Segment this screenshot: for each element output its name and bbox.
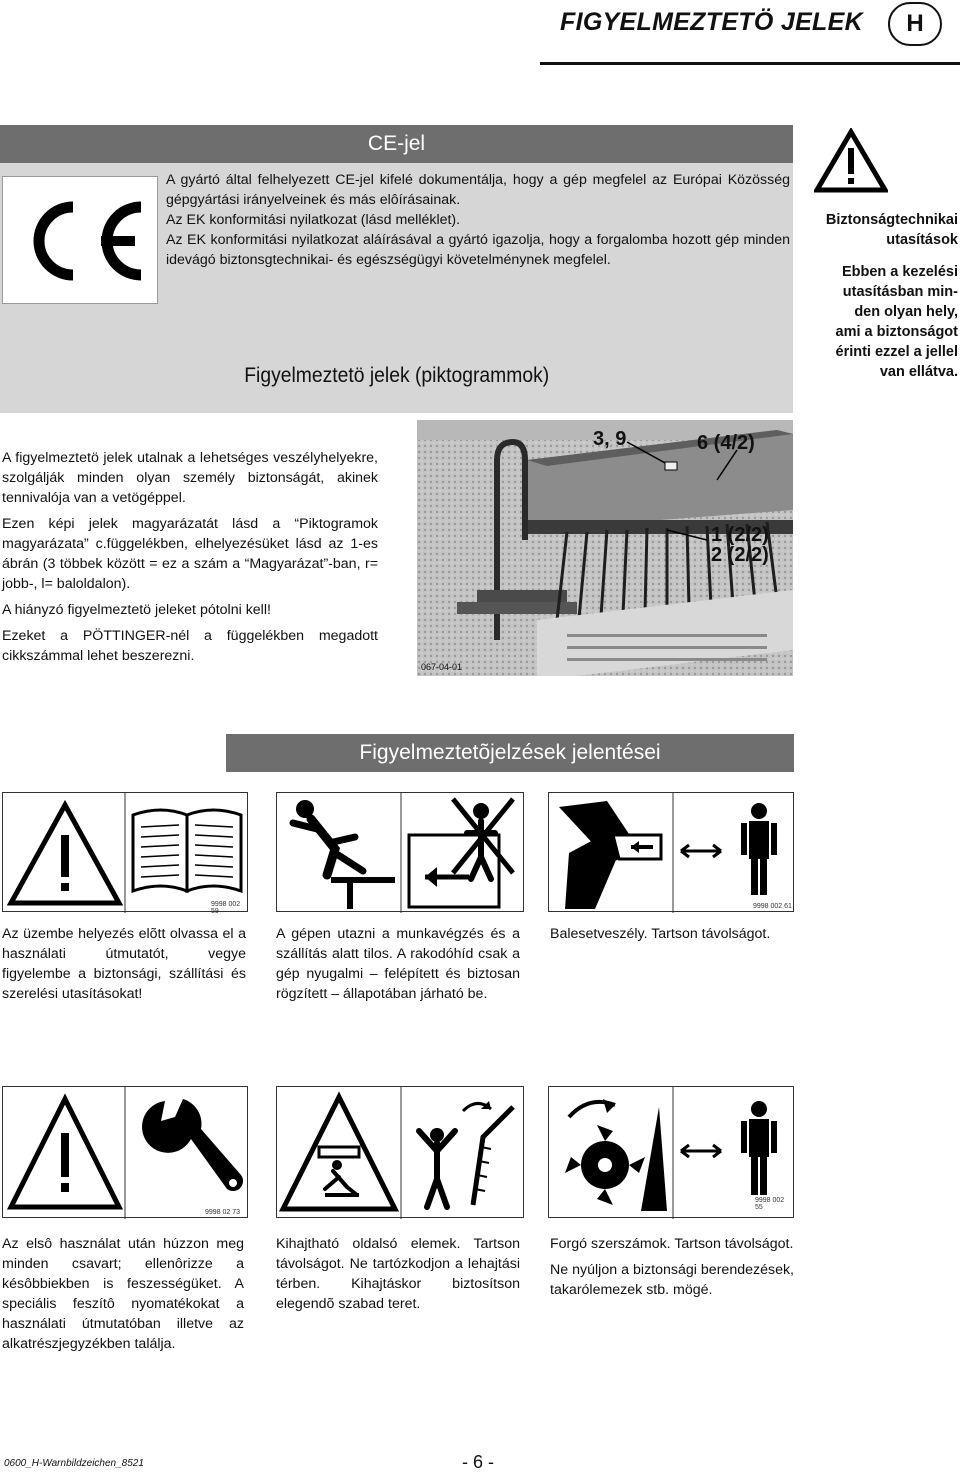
ce-logo [2, 176, 158, 304]
pictogram-6-description [550, 1234, 794, 1300]
photo-label-1-2-2: 1 (2/2) [711, 524, 769, 546]
pictogram-code: 9998 02 73 [205, 1209, 241, 1216]
sidebar-line: utasításban min- [842, 284, 958, 300]
photo-label-6-4-2: 6 (4/2) [697, 432, 755, 454]
pictogram-3-description: Balesetveszély. Tartson távolságot. [550, 926, 771, 942]
pictogram-4-description: Az elsô használat után húzzon meg minden csavart; ellenôrizze a késôbbiekben is feszességüket. A speciális feszítô nyomatékokat a használati útmutatóban illetve az alkatrészjegyzékben találja. [2, 1236, 244, 1352]
pictogram-accident-hazard [548, 792, 794, 912]
pictogram-1-description: Az üzembe helyezés elõtt olvassa el a használati útmutatót, vegye figyelembe a biztonsági, szállítási és szerelési utasításokat! [2, 926, 246, 1002]
pictogram-rotating-tools [548, 1086, 794, 1218]
ce-paragraph-2: Az EK konformitási nyilatkozat (lásd melléklet). [166, 212, 461, 228]
intro-paragraph-4: Ezeket a PÖTTINGER-nél a függelékben megadott cikkszámmal lehet beszerezni. [2, 628, 378, 664]
sidebar-line: van ellátva. [879, 364, 958, 380]
pictogram-no-riding [276, 792, 524, 912]
pictogram-folding-elements [276, 1086, 524, 1218]
open-book-icon [127, 801, 247, 897]
ce-heading-text: CE-jel [367, 132, 426, 155]
ce-text [166, 170, 790, 270]
wrench-icon [131, 1095, 247, 1207]
ce-paragraph-3: Az EK konformitási nyilatkozat aláírásával a gyártó igazolja, hogy a forgalomba hozott gép minden idevágó biztonsgtechnikai- és egészségügyi követelménynek megfelel. [166, 232, 790, 268]
intro-paragraph-3: A hiányzó figyelmeztetö jeleket pótolni kell! [2, 602, 271, 618]
sidebar-line: den olyan hely, [854, 304, 958, 320]
pictogram-read-manual [2, 792, 248, 915]
pictogram-code: 9998 002 55 [755, 1197, 785, 1211]
intro-text [2, 448, 378, 672]
sidebar-body [808, 262, 958, 382]
keep-distance-icon [675, 1097, 793, 1201]
pictogram-code: 9998 002 61 [753, 903, 792, 910]
photo-label-3-9: 3, 9 [593, 428, 627, 450]
language-badge: H [888, 2, 942, 46]
sidebar-line: Ebben a kezelési [841, 264, 958, 280]
pictogram-6-description-a: Forgó szerszámok. Tartson távolságot. [550, 1236, 794, 1252]
pictogram-heading-text: Figyelmeztetö jelek (piktogrammok) [244, 364, 549, 387]
intro-paragraph-2: Ezen képi jelek magyarázatát lásd a “Piktogramok magyarázata” c.függelékben, elhelyezésüket lásd az 1-es ábrán (3 többek között = ez a szám a “Magyarázat”-ban, r= jobb-, l= baloldalon). [2, 516, 378, 592]
machine-photo [417, 420, 793, 676]
pictogram-5-description: Kihajtható oldalsó elemek. Tartson távolságot. Ne tartózkodjon a lehajtási térben. Kihajtáskor biztosítson elegendõ szabad teret. [276, 1236, 520, 1312]
ce-logo-icon [3, 177, 159, 305]
no-riding-icon [277, 793, 525, 913]
ce-paragraph-1: A gyártó által felhelyezett CE-jel kifelé dokumentálja, hogy a gép megfelel az Európai Közösség gépgyártási irányelveinek és más elôírásainak. [166, 172, 790, 208]
ce-heading [0, 125, 793, 163]
photo-label-2-2-2: 2 (2/2) [711, 544, 769, 566]
header-rule [540, 62, 960, 65]
intro-paragraph-1: A figyelmeztetö jelek utalnak a lehetséges veszélyhelyekre, szolgálják minden olyan személy biztonságát, akinek tennivalója van a vetögéppel. [2, 450, 378, 506]
pictogram-tighten-bolts [2, 1086, 248, 1218]
pictogram-2-description: A gépen utazni a munkavégzés és a szállítás alatt tilos. A rakodóhíd csak a gép nyugalmi – felépített és biztosan rögzített – állapotában járható be. [276, 926, 520, 1002]
footer-page-number: - 6 - [462, 1452, 495, 1472]
sidebar-line: ami a biztonságot [835, 324, 958, 340]
meaning-heading-text: Figyelmeztetõjelzések jelentései [359, 741, 661, 764]
pictogram-heading [0, 356, 793, 396]
folding-hazard-icon [277, 1087, 525, 1219]
page-header-title: FIGYELMEZTETÖ JELEK [560, 8, 863, 36]
sidebar-title-line-1: Biztonságtechnikai [825, 212, 958, 228]
pictogram-code: 9998 002 59 [211, 901, 241, 915]
footer-doc-id: 0600_H-Warnbildzeichen_8521 [4, 1458, 144, 1469]
pictogram-6-description-b: Ne nyúljon a biztonsági berendezések, takarólemezek stb. mögé. [550, 1262, 794, 1298]
meaning-heading [226, 734, 794, 772]
warning-triangle-icon [814, 128, 888, 194]
photo-code: 067-04-01 [421, 662, 463, 672]
sidebar-title-line-2: utasítások [886, 232, 958, 248]
keep-distance-icon [675, 799, 793, 899]
sidebar-title [808, 210, 958, 250]
sidebar-line: érinti ezzel a jellel [835, 344, 958, 360]
